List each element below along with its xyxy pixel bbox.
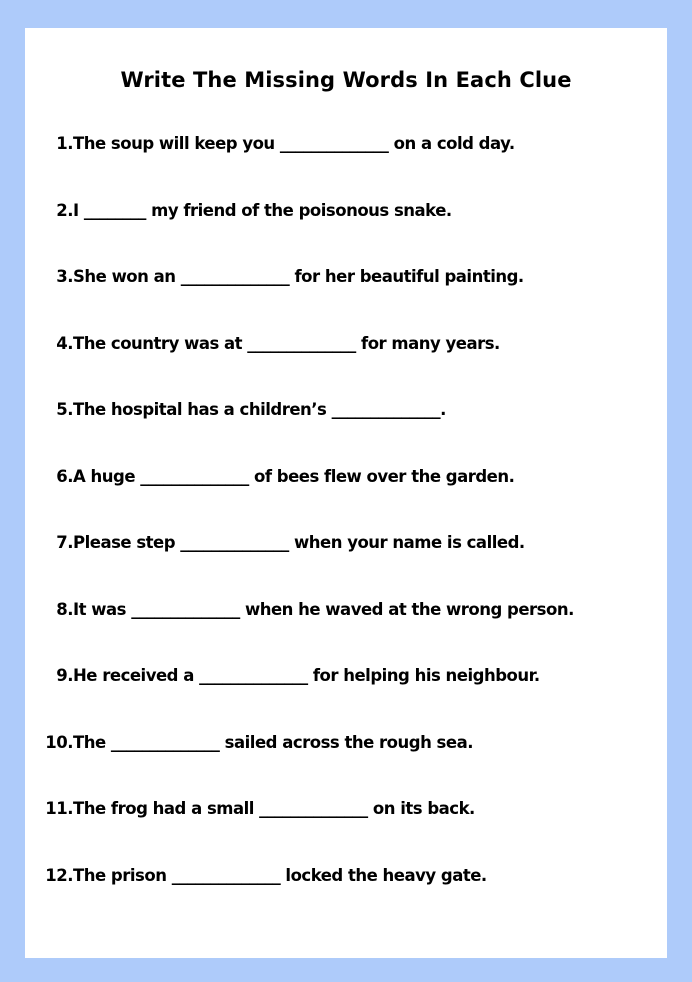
worksheet-title: Write The Missing Words In Each Clue <box>120 68 572 92</box>
clue-text: The ______________ sailed across the rough sea. <box>73 732 473 752</box>
clue-item <box>41 733 473 753</box>
clue-item <box>41 134 515 154</box>
clue-text: The prison ______________ locked the heavy gate. <box>73 865 487 885</box>
clue-number: 9. <box>56 666 73 685</box>
clue-number: 3. <box>56 267 73 286</box>
clue-item <box>41 334 500 354</box>
clue-number: 5. <box>56 400 73 419</box>
clue-text: Please step ______________ when your name is called. <box>73 533 525 552</box>
clue-text: It was ______________ when he waved at the wrong person. <box>73 599 574 619</box>
clue-item <box>41 799 475 819</box>
clue-item <box>41 267 524 287</box>
clue-text: The soup will keep you ______________ on a cold day. <box>73 134 515 153</box>
clue-number: 7. <box>56 533 73 552</box>
clue-item <box>41 400 446 420</box>
clue-text: The country was at ______________ for many years. <box>73 333 500 353</box>
clue-item <box>41 201 452 221</box>
clue-number: 1. <box>56 134 73 153</box>
clue-number: 4. <box>56 333 73 353</box>
clue-text: A huge ______________ of bees flew over the garden. <box>73 466 515 486</box>
clue-number: 11. <box>45 799 73 818</box>
clue-item <box>41 533 525 553</box>
clue-item <box>41 467 514 487</box>
clue-text: She won an ______________ for her beautiful painting. <box>73 267 524 286</box>
clue-number: 12. <box>45 865 73 885</box>
clue-list <box>25 28 667 958</box>
clue-number: 8. <box>56 599 73 619</box>
clue-text: I ________ my friend of the poisonous snake. <box>73 200 452 220</box>
clue-item <box>41 600 574 620</box>
clue-text: He received a ______________ for helping his neighbour. <box>73 666 540 685</box>
clue-number: 10. <box>45 732 73 752</box>
clue-text: The hospital has a children’s ______________. <box>73 400 446 419</box>
clue-item <box>41 866 487 886</box>
worksheet-sheet <box>25 28 667 958</box>
clue-number: 6. <box>56 466 73 486</box>
clue-number: 2. <box>56 200 73 220</box>
clue-text: The frog had a small ______________ on its back. <box>73 799 475 818</box>
clue-item <box>41 666 540 686</box>
